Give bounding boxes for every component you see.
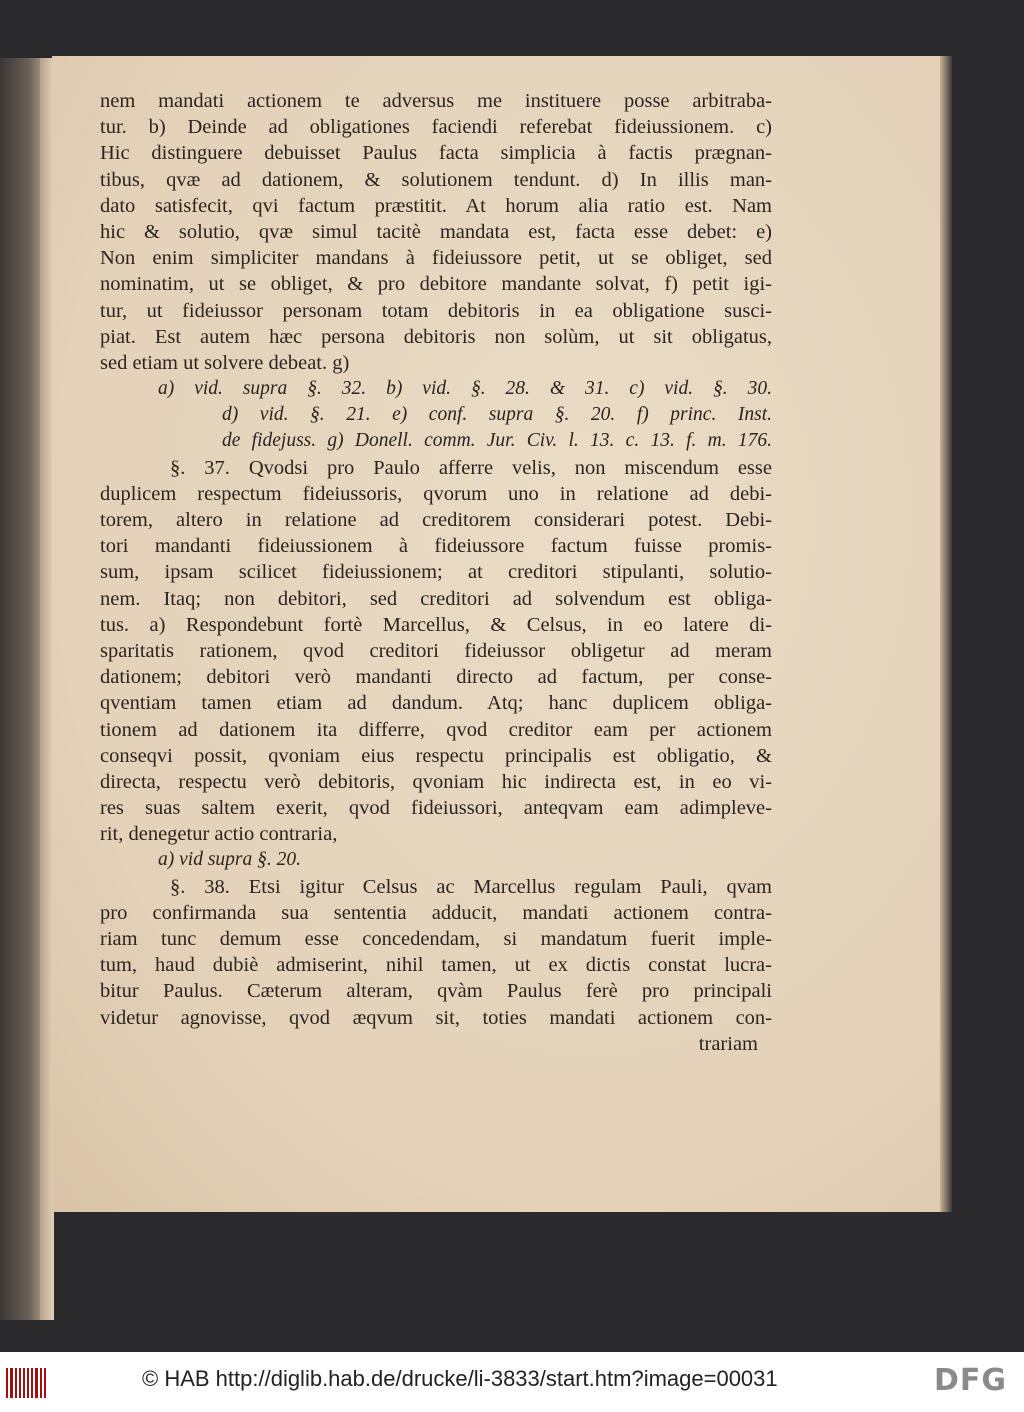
text-line: qventiam tamen etiam ad dandum. Atq; hanc duplicem obliga-	[100, 692, 772, 715]
text-line: tus. a) Respondebunt fortè Marcellus, & Celsus, in eo latere di-	[100, 613, 772, 636]
text-line: tur, ut fideiussor personam totam debitoris in ea obligatione susci-	[100, 299, 772, 322]
text-line: sparitatis rationem, qvod creditori fideiussor obligetur ad meram	[100, 639, 772, 662]
footnote-line: d) vid. §. 21. e) conf. supra §. 20. f) princ. Inst.	[222, 404, 772, 426]
section-heading-line: §. 37. Qvodsi pro Paulo afferre velis, non miscendum esse	[170, 456, 772, 479]
text-line: bitur Paulus. Cæterum alteram, qvàm Paulus ferè pro principali	[100, 980, 772, 1003]
text-line: Hic distinguere debuisset Paulus facta simplicia à factis prægnan-	[100, 142, 772, 165]
text-line: riam tunc demum esse concedendam, si mandatum fuerit imple-	[100, 928, 772, 950]
text-line: res suas saltem exerit, qvod fideiussori, anteqvam eam adimpleve-	[100, 797, 772, 820]
text-line: hic & solutio, qvæ simul tacitè mandata est, facta esse debet: e)	[100, 220, 772, 243]
text-line: conseqvi possit, qvoniam eius respectu principalis est obligatio, &	[100, 744, 772, 767]
text-line: directa, respectu verò debitoris, qvoniam hic indirecta est, in eo vi-	[100, 770, 772, 793]
text-line: nominatim, ut se obliget, & pro debitore mandante solvat, f) petit igi-	[100, 273, 772, 296]
text-line: sum, ipsam scilicet fideiussionem; at creditori stipulanti, solutio-	[100, 561, 772, 584]
footnote-line: de fidejuss. g) Donell. comm. Jur. Civ. l. 13. c. 13. f. m. 176.	[222, 430, 772, 452]
catchword: trariam	[698, 1032, 758, 1055]
text-line: duplicem respectum fideiussoris, qvorum uno in relatione ad debi-	[100, 482, 772, 505]
copyright-link[interactable]: © HAB http://diglib.hab.de/drucke/li-3833/start.htm?image=00031	[142, 1366, 778, 1391]
text-line: nem mandati actionem te adversus me instituere posse arbitraba-	[100, 90, 772, 112]
text-line: tori mandanti fideiussionem à fideiussore factum fuisse promis-	[100, 535, 772, 558]
viewer-footer	[0, 1352, 1024, 1412]
text-line: nem. Itaq; non debitori, sed creditori ad solvendum est obliga-	[100, 587, 772, 610]
text-line: videtur agnovisse, qvod æqvum sit, toties mandati actionem con-	[100, 1006, 772, 1029]
text-line: torem, altero in relatione ad creditorem considerari potest. Debi-	[100, 509, 772, 531]
text-line: dationem; debitori verò mandanti directo ad factum, per conse-	[100, 666, 772, 689]
footnote-line: a) vid supra §. 20.	[158, 849, 301, 871]
text-line: tionem ad dationem ita differre, qvod creditor eam per actionem	[100, 718, 772, 741]
text-line: Non enim simpliciter mandans à fideiussore petit, ut se obliget, sed	[100, 247, 772, 270]
text-line: tum, haud dubiè admiserint, nihil tamen, ut ex dictis constat lucra-	[100, 954, 772, 977]
barcode-logo-icon	[6, 1368, 46, 1398]
text-line: pro confirmanda sua sententia adducit, mandati actionem contra-	[100, 901, 772, 924]
text-line: tur. b) Deinde ad obligationes faciendi referebat fideiussionem. c)	[100, 116, 772, 139]
page-text	[100, 88, 772, 1057]
dfg-logo: DFG	[934, 1363, 1008, 1398]
text-line: sed etiam ut solvere debeat. g)	[100, 351, 350, 374]
text-line: tibus, qvæ ad dationem, & solutionem tendunt. d) In illis man-	[100, 168, 772, 191]
page-shadow	[940, 56, 952, 1212]
section-heading-line: §. 38. Etsi igitur Celsus ac Marcellus regulam Pauli, qvam	[170, 875, 772, 898]
footnote-line: a) vid. supra §. 32. b) vid. §. 28. & 31. c) vid. §. 30.	[158, 378, 772, 400]
text-line: dato satisfecit, qvi factum præstitit. At horum alia ratio est. Nam	[100, 194, 772, 217]
text-line: piat. Est autem hæc persona debitoris non solùm, ut sit obligatus,	[100, 325, 772, 348]
text-line: rit, denegetur actio contraria,	[100, 823, 338, 846]
